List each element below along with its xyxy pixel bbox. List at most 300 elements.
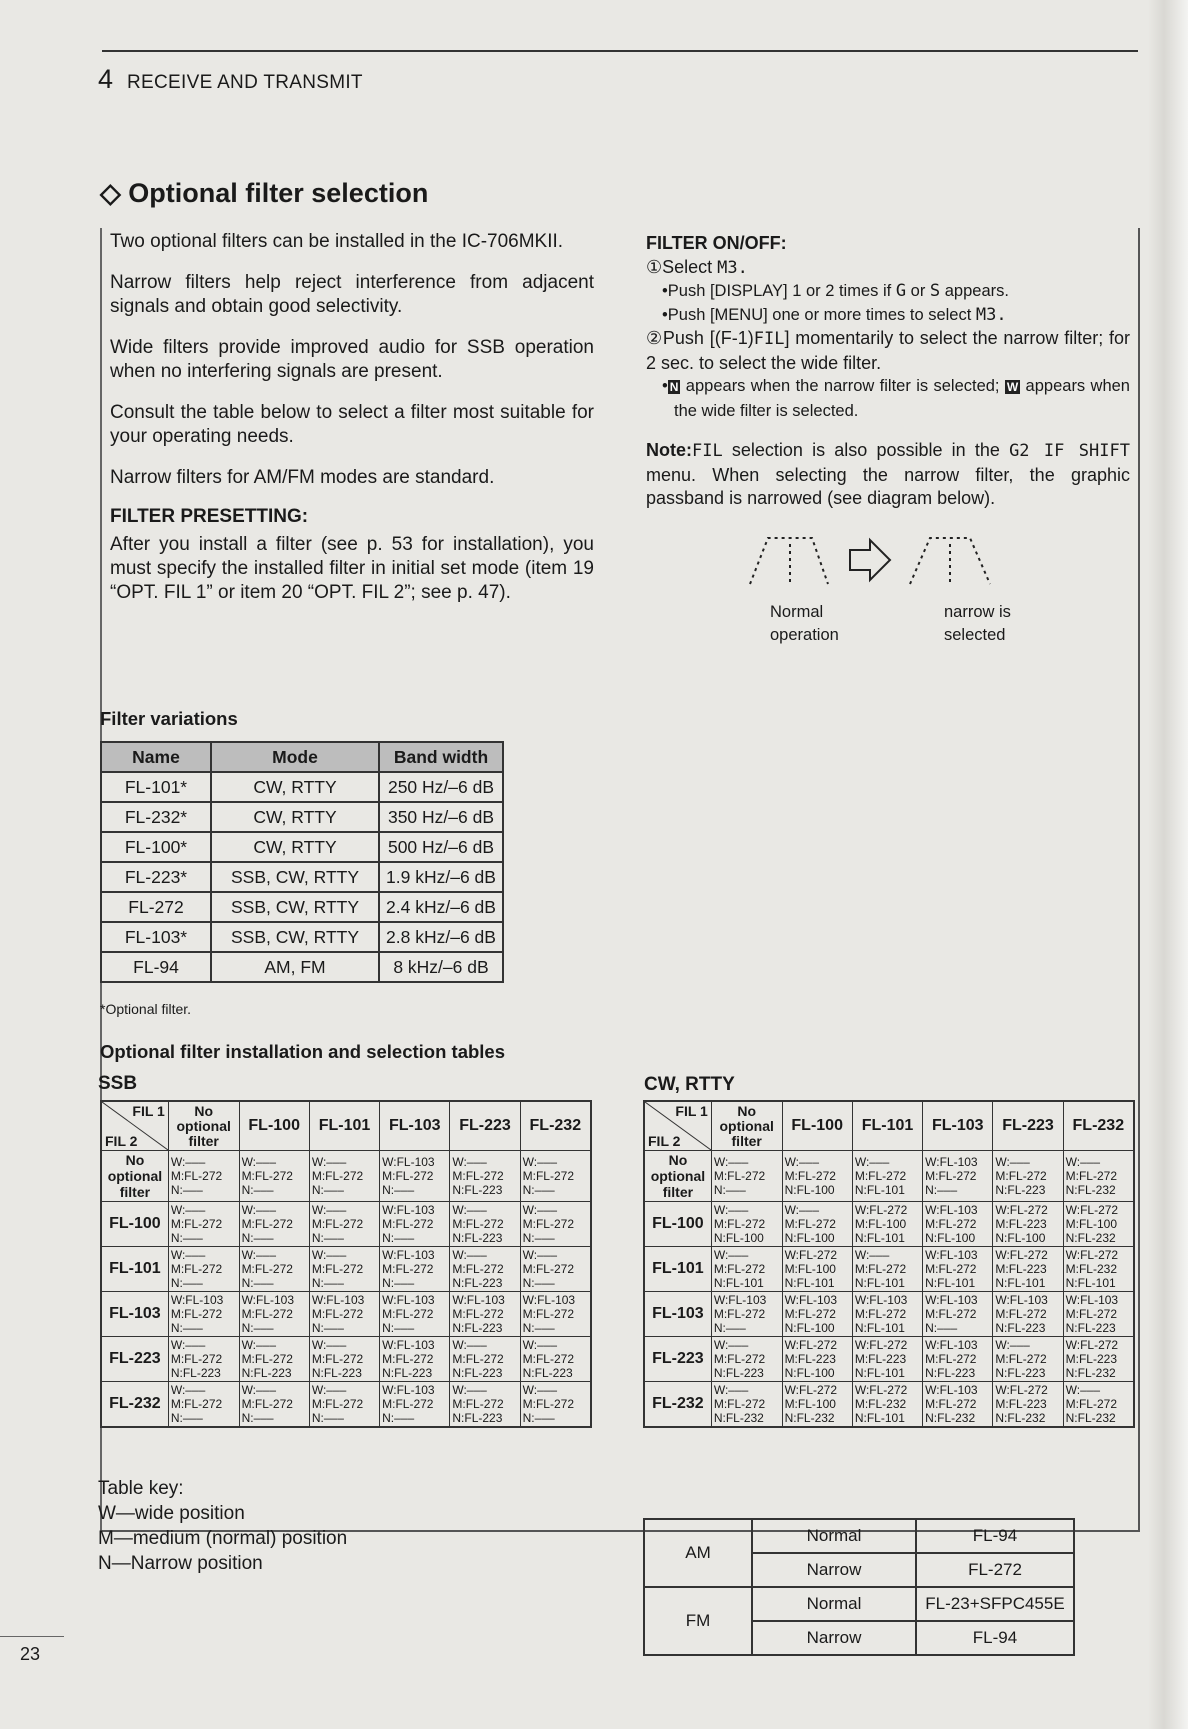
- cell-line: W:FL-272: [1065, 1248, 1119, 1262]
- selection-row: [644, 1247, 1134, 1292]
- cell-line: W:–––: [713, 1155, 749, 1169]
- cell-line: M:FL-272: [170, 1397, 223, 1411]
- setting-cell: Normal: [752, 1587, 916, 1621]
- selection-cell: [168, 1151, 239, 1202]
- variation-cell: 2.8 kHz/–6 dB: [379, 922, 503, 952]
- selection-row: [101, 1292, 591, 1337]
- cell-line: N:–––: [522, 1411, 555, 1425]
- selection-cell: [852, 1202, 922, 1247]
- cell-line: W:–––: [241, 1248, 277, 1262]
- column-header: FL-232: [520, 1101, 591, 1151]
- table-corner: [644, 1101, 711, 1151]
- cell-line: N:–––: [522, 1183, 555, 1197]
- cell-line: M:FL-272: [311, 1217, 364, 1231]
- header-row: [101, 1101, 591, 1151]
- col-header: Mode: [211, 742, 379, 772]
- cell-line: M:FL-272: [925, 1307, 977, 1321]
- cell-line: N:–––: [311, 1276, 344, 1290]
- selection-cell: [309, 1382, 379, 1428]
- selection-cell: [168, 1202, 239, 1247]
- column-header: No optional filter: [711, 1101, 782, 1151]
- cell-line: W:FL-103: [382, 1293, 435, 1307]
- cell-line: N:FL-232: [1065, 1231, 1116, 1245]
- selection-cell: [852, 1292, 922, 1337]
- selection-cell: [923, 1382, 993, 1428]
- cell-line: N:FL-223: [452, 1411, 503, 1425]
- variation-row: [101, 832, 503, 862]
- amfm-row: [644, 1587, 1074, 1621]
- cell-line: N:FL-232: [784, 1411, 835, 1425]
- cell-line: N:FL-223: [452, 1231, 503, 1245]
- cell-line: N:FL-223: [452, 1321, 503, 1335]
- cell-line: N:FL-100: [784, 1231, 835, 1245]
- selection-cell: [993, 1382, 1063, 1428]
- cell-line: M:FL-272: [241, 1352, 293, 1366]
- selection-cell: [520, 1337, 591, 1382]
- variation-cell: SSB, CW, RTTY: [211, 862, 379, 892]
- cell-line: W:–––: [170, 1155, 206, 1169]
- cell-line: N:FL-223: [995, 1183, 1046, 1197]
- selection-cell: [380, 1382, 450, 1428]
- cell-line: N:–––: [382, 1231, 415, 1245]
- cell-line: N:FL-232: [1065, 1183, 1116, 1197]
- selection-row: [101, 1151, 591, 1202]
- selection-cell: [309, 1202, 379, 1247]
- fil1-label: FIL 1: [132, 1103, 165, 1119]
- cell-line: W:–––: [713, 1203, 749, 1217]
- variation-cell: CW, RTTY: [211, 832, 379, 862]
- cell-line: W:–––: [522, 1155, 558, 1169]
- selection-cell: [239, 1151, 309, 1202]
- selection-cell: [168, 1247, 239, 1292]
- selection-cell: [1063, 1382, 1134, 1428]
- cell-line: N:–––: [925, 1183, 958, 1197]
- selection-cell: [450, 1292, 520, 1337]
- cell-line: W:–––: [452, 1248, 487, 1262]
- row-header: FL-232: [101, 1382, 168, 1428]
- cell-line: N:FL-232: [1065, 1366, 1116, 1380]
- cell-line: M:FL-100: [784, 1262, 836, 1276]
- cell-line: M:FL-272: [382, 1352, 434, 1366]
- cell-line: N:FL-100: [784, 1366, 835, 1380]
- cell-line: N:–––: [382, 1183, 415, 1197]
- variation-row: [101, 892, 503, 922]
- cell-line: W:–––: [1065, 1383, 1101, 1397]
- cell-line: W:FL-103: [382, 1155, 435, 1169]
- cell-line: M:FL-272: [452, 1307, 504, 1321]
- cell-line: W:FL-272: [854, 1203, 908, 1217]
- selection-cell: [380, 1337, 450, 1382]
- selection-cell: [782, 1151, 852, 1202]
- narrow-passband-icon: [910, 538, 990, 584]
- wide-indicator-icon: W: [1006, 380, 1019, 394]
- cell-line: M:FL-223: [854, 1352, 907, 1366]
- selection-cell: [782, 1337, 852, 1382]
- cell-line: M:FL-272: [452, 1169, 504, 1183]
- cell-line: W:FL-103: [382, 1248, 435, 1262]
- cell-line: M:FL-272: [995, 1352, 1047, 1366]
- selection-cell: [309, 1151, 379, 1202]
- cell-line: W:–––: [995, 1155, 1030, 1169]
- cell-line: N:FL-101: [854, 1276, 905, 1290]
- table-key-item: W—wide position: [98, 1503, 245, 1524]
- selection-cell: [852, 1151, 922, 1202]
- cell-line: M:FL-272: [522, 1217, 574, 1231]
- selection-cell: [711, 1292, 782, 1337]
- fil2-label: FIL 2: [648, 1133, 681, 1149]
- cell-line: M:FL-272: [1065, 1169, 1117, 1183]
- row-header: FL-223: [644, 1337, 711, 1382]
- cell-line: M:FL-232: [854, 1397, 907, 1411]
- mode-cell: AM: [644, 1519, 752, 1587]
- diagram-label-normal: Normal operation: [770, 603, 839, 644]
- cell-line: N:–––: [382, 1411, 415, 1425]
- cell-line: W:FL-272: [995, 1203, 1048, 1217]
- cell-line: M:FL-272: [784, 1169, 836, 1183]
- cell-line: M:FL-272: [713, 1397, 766, 1411]
- cell-line: M:FL-272: [311, 1262, 364, 1276]
- cell-line: W:FL-103: [713, 1293, 767, 1307]
- selection-cell: [380, 1292, 450, 1337]
- variation-cell: 8 kHz/–6 dB: [379, 952, 503, 982]
- selection-cell: [450, 1247, 520, 1292]
- cell-line: M:FL-272: [1065, 1307, 1117, 1321]
- cell-line: M:FL-272: [854, 1169, 907, 1183]
- cell-line: W:FL-103: [382, 1383, 435, 1397]
- cell-line: M:FL-272: [784, 1217, 836, 1231]
- cell-line: N:FL-232: [1065, 1411, 1116, 1425]
- cell-line: N:–––: [170, 1411, 203, 1425]
- cell-line: M:FL-272: [170, 1262, 223, 1276]
- row-header: FL-100: [644, 1202, 711, 1247]
- cell-line: M:FL-272: [311, 1397, 364, 1411]
- cell-line: W:FL-272: [784, 1248, 838, 1262]
- cell-line: N:–––: [713, 1321, 746, 1335]
- cell-line: N:FL-232: [995, 1411, 1046, 1425]
- cell-line: N:FL-100: [995, 1231, 1046, 1245]
- cell-line: M:FL-100: [854, 1217, 907, 1231]
- cell-line: M:FL-272: [713, 1262, 766, 1276]
- selection-cell: [168, 1292, 239, 1337]
- cell-line: N:–––: [241, 1321, 274, 1335]
- presetting-title: FILTER PRESETTING:: [110, 506, 309, 527]
- cell-line: N:FL-101: [925, 1276, 976, 1290]
- column-header: FL-100: [782, 1101, 852, 1151]
- cell-line: W:FL-272: [854, 1383, 908, 1397]
- cell-line: M:FL-272: [311, 1352, 364, 1366]
- diagram-label-narrow: narrow is selected: [944, 603, 1011, 644]
- cell-line: N:–––: [170, 1183, 203, 1197]
- selection-cell: [168, 1382, 239, 1428]
- cell-line: W:FL-103: [925, 1203, 978, 1217]
- table-key: [98, 1476, 347, 1576]
- selection-cell: [380, 1247, 450, 1292]
- selection-row: [644, 1151, 1134, 1202]
- cell-line: W:FL-103: [925, 1293, 978, 1307]
- cell-line: M:FL-272: [522, 1397, 574, 1411]
- selection-cell: [852, 1337, 922, 1382]
- header-rule: [102, 50, 1138, 52]
- selection-cell: [711, 1151, 782, 1202]
- selection-cell: [450, 1202, 520, 1247]
- cell-line: W:–––: [311, 1338, 347, 1352]
- cell-line: N:FL-223: [452, 1276, 503, 1290]
- variation-cell: 500 Hz/–6 dB: [379, 832, 503, 862]
- cell-line: M:FL-272: [452, 1262, 504, 1276]
- cell-line: N:–––: [311, 1321, 344, 1335]
- selection-cell: [711, 1202, 782, 1247]
- fil2-label: FIL 2: [105, 1133, 138, 1149]
- cell-line: M:FL-100: [784, 1397, 836, 1411]
- cell-line: N:FL-223: [1065, 1321, 1116, 1335]
- passband-diagram: [740, 524, 1020, 588]
- column-header: No optional filter: [168, 1101, 239, 1151]
- cell-line: M:FL-272: [241, 1397, 293, 1411]
- variations-note: *Optional filter.: [100, 1001, 192, 1017]
- cell-line: N:–––: [925, 1321, 958, 1335]
- cell-line: M:FL-272: [241, 1307, 293, 1321]
- variation-cell: CW, RTTY: [211, 802, 379, 832]
- cell-line: W:–––: [241, 1155, 277, 1169]
- column-header: FL-101: [852, 1101, 922, 1151]
- cell-line: M:FL-272: [382, 1169, 434, 1183]
- cell-line: M:FL-272: [925, 1352, 977, 1366]
- header-row: [644, 1101, 1134, 1151]
- cell-line: M:FL-223: [1065, 1352, 1117, 1366]
- selection-cell: [1063, 1247, 1134, 1292]
- selection-cell: [782, 1247, 852, 1292]
- selection-cell: [711, 1247, 782, 1292]
- cell-line: W:–––: [522, 1383, 558, 1397]
- cell-line: W:–––: [452, 1203, 487, 1217]
- cell-line: M:FL-272: [382, 1217, 434, 1231]
- row-header: FL-103: [101, 1292, 168, 1337]
- section-title: ◇ Optional filter selection: [100, 178, 429, 208]
- selection-cell: [923, 1337, 993, 1382]
- note: Note:FIL selection is also possible in the G2 IF SHIFT menu. When selecting the narrow filter, the graphic passband is narrowed (see diagram below).: [646, 440, 1130, 508]
- selection-cell: [993, 1151, 1063, 1202]
- selection-cell: [380, 1202, 450, 1247]
- amfm-row: [644, 1519, 1074, 1553]
- cell-line: M:FL-223: [995, 1217, 1047, 1231]
- variation-cell: SSB, CW, RTTY: [211, 922, 379, 952]
- column-header: FL-101: [309, 1101, 379, 1151]
- col-header: Band width: [379, 742, 503, 772]
- cell-line: N:FL-223: [713, 1366, 764, 1380]
- variation-cell: CW, RTTY: [211, 772, 379, 802]
- selection-cell: [923, 1247, 993, 1292]
- selection-cell: [520, 1292, 591, 1337]
- cell-line: M:FL-272: [382, 1262, 434, 1276]
- cell-line: W:–––: [854, 1248, 890, 1262]
- selection-cell: [239, 1202, 309, 1247]
- cell-line: N:FL-223: [995, 1321, 1046, 1335]
- onoff-title: FILTER ON/OFF:: [646, 233, 787, 253]
- cell-line: M:FL-272: [854, 1307, 907, 1321]
- cell-line: N:FL-101: [854, 1411, 905, 1425]
- cell-line: N:–––: [241, 1231, 274, 1245]
- cell-line: W:FL-272: [784, 1338, 838, 1352]
- selection-cell: [993, 1292, 1063, 1337]
- chapter-title: RECEIVE AND TRANSMIT: [127, 72, 363, 93]
- cell-line: M:FL-272: [452, 1352, 504, 1366]
- cell-line: W:FL-272: [995, 1248, 1048, 1262]
- cell-line: M:FL-272: [713, 1169, 766, 1183]
- selection-cell: [239, 1382, 309, 1428]
- normal-passband-icon: [750, 538, 828, 584]
- selection-cell: [309, 1247, 379, 1292]
- cell-line: M:FL-272: [713, 1307, 766, 1321]
- cell-line: W:–––: [241, 1383, 277, 1397]
- cell-line: M:FL-272: [452, 1397, 504, 1411]
- cell-line: W:FL-103: [522, 1293, 576, 1307]
- presetting-text: After you install a filter (see p. 53 for installation), you must specify the installed filter in initial set mode (item 19 “OPT. FIL 1” or item 20 “OPT. FIL 2”; see p. 47).: [110, 534, 594, 603]
- row-header: FL-101: [644, 1247, 711, 1292]
- am-fm-table: [643, 1518, 1075, 1656]
- cell-line: W:–––: [311, 1383, 347, 1397]
- selection-cell: [239, 1337, 309, 1382]
- cell-line: N:FL-223: [522, 1366, 573, 1380]
- page-binding-edge: [1148, 0, 1188, 1729]
- variation-cell: FL-223*: [101, 862, 211, 892]
- cell-line: M:FL-272: [1065, 1397, 1117, 1411]
- cell-line: W:–––: [170, 1248, 206, 1262]
- selection-cell: [1063, 1202, 1134, 1247]
- cell-line: W:–––: [522, 1203, 558, 1217]
- variation-cell: FL-232*: [101, 802, 211, 832]
- selection-cell: [993, 1247, 1063, 1292]
- variation-row: [101, 922, 503, 952]
- ssb-label: SSB: [98, 1073, 138, 1094]
- column-header: FL-223: [993, 1101, 1063, 1151]
- table-key-title: Table key:: [98, 1478, 184, 1499]
- narrow-indicator-icon: N: [669, 380, 679, 394]
- cell-line: W:FL-103: [925, 1383, 978, 1397]
- cell-line: N:FL-101: [1065, 1276, 1116, 1290]
- cell-line: W:–––: [854, 1155, 890, 1169]
- selection-cell: [309, 1337, 379, 1382]
- bullet: •Push [MENU] one or more times to select M3.: [662, 304, 1007, 325]
- cell-line: N:FL-232: [713, 1411, 764, 1425]
- row-header: No optional filter: [644, 1151, 711, 1202]
- selection-cell: [309, 1292, 379, 1337]
- cell-line: N:–––: [241, 1411, 274, 1425]
- filter-cell: FL-94: [916, 1621, 1074, 1655]
- cell-line: W:–––: [452, 1338, 487, 1352]
- cell-line: W:–––: [241, 1203, 277, 1217]
- cell-line: N:–––: [170, 1276, 203, 1290]
- variation-cell: FL-272: [101, 892, 211, 922]
- cell-line: W:–––: [452, 1383, 487, 1397]
- cell-line: M:FL-272: [170, 1352, 223, 1366]
- selection-cell: [852, 1247, 922, 1292]
- cell-line: W:–––: [784, 1155, 820, 1169]
- cell-line: N:–––: [713, 1183, 746, 1197]
- selection-cell: [1063, 1292, 1134, 1337]
- cell-line: W:–––: [784, 1203, 820, 1217]
- cell-line: W:–––: [170, 1338, 206, 1352]
- selection-cell: [239, 1292, 309, 1337]
- bullet: •Push [DISPLAY] 1 or 2 times if G or S appears.: [662, 281, 1009, 301]
- cell-line: N:FL-101: [854, 1366, 905, 1380]
- cell-line: M:FL-272: [311, 1307, 364, 1321]
- selection-row: [101, 1337, 591, 1382]
- column-header: FL-223: [450, 1101, 520, 1151]
- cell-line: M:FL-272: [522, 1169, 574, 1183]
- setting-cell: Narrow: [752, 1621, 916, 1655]
- cell-line: W:–––: [170, 1203, 206, 1217]
- cell-line: M:FL-223: [784, 1352, 836, 1366]
- cw-label: CW, RTTY: [644, 1074, 735, 1095]
- variation-cell: 350 Hz/–6 dB: [379, 802, 503, 832]
- selection-cell: [782, 1292, 852, 1337]
- selection-cell: [450, 1382, 520, 1428]
- cell-line: W:FL-103: [382, 1203, 435, 1217]
- cell-line: N:FL-223: [382, 1366, 433, 1380]
- column-header: FL-103: [380, 1101, 450, 1151]
- cell-line: N:–––: [170, 1231, 203, 1245]
- cell-line: M:FL-272: [995, 1307, 1047, 1321]
- variation-cell: FL-101*: [101, 772, 211, 802]
- filter-onoff-block: [646, 232, 1130, 511]
- cell-line: N:–––: [522, 1276, 555, 1290]
- cell-line: N:FL-223: [452, 1366, 503, 1380]
- cell-line: W:–––: [452, 1155, 487, 1169]
- cell-line: N:–––: [311, 1231, 344, 1245]
- cell-line: M:FL-272: [241, 1262, 293, 1276]
- cw-selection-table: [643, 1100, 1135, 1428]
- variation-cell: AM, FM: [211, 952, 379, 982]
- cell-line: W:–––: [241, 1338, 277, 1352]
- cell-line: N:FL-100: [925, 1231, 976, 1245]
- ssb-selection-table: [100, 1100, 592, 1428]
- cell-line: W:FL-272: [854, 1338, 908, 1352]
- cell-line: N:FL-101: [713, 1276, 764, 1290]
- filter-cell: FL-272: [916, 1553, 1074, 1587]
- cell-line: W:FL-103: [925, 1248, 978, 1262]
- selection-cell: [239, 1247, 309, 1292]
- table-key-item: N—Narrow position: [98, 1553, 263, 1574]
- cell-line: N:–––: [382, 1276, 415, 1290]
- table-key-item: M—medium (normal) position: [98, 1528, 348, 1549]
- cell-line: N:–––: [311, 1411, 344, 1425]
- cell-line: M:FL-272: [925, 1169, 977, 1183]
- selection-cell: [520, 1151, 591, 1202]
- cell-line: W:–––: [713, 1248, 749, 1262]
- cell-line: M:FL-272: [241, 1217, 293, 1231]
- cell-line: M:FL-272: [925, 1262, 977, 1276]
- filter-variations-table: [100, 741, 504, 983]
- cell-line: M:FL-272: [522, 1262, 574, 1276]
- cell-line: M:FL-272: [170, 1307, 223, 1321]
- cell-line: W:–––: [1065, 1155, 1101, 1169]
- row-header: FL-223: [101, 1337, 168, 1382]
- cell-line: W:FL-272: [1065, 1203, 1119, 1217]
- variation-cell: 1.9 kHz/–6 dB: [379, 862, 503, 892]
- cell-line: N:FL-100: [784, 1183, 835, 1197]
- cell-line: N:–––: [241, 1276, 274, 1290]
- cell-line: W:FL-103: [784, 1293, 838, 1307]
- cell-line: N:FL-223: [452, 1183, 503, 1197]
- chapter-heading: [98, 64, 363, 95]
- selection-row: [644, 1202, 1134, 1247]
- setting-cell: Narrow: [752, 1553, 916, 1587]
- cell-line: M:FL-272: [311, 1169, 364, 1183]
- selection-cell: [782, 1382, 852, 1428]
- selection-cell: [1063, 1151, 1134, 1202]
- selection-cell: [782, 1202, 852, 1247]
- cell-line: M:FL-272: [925, 1397, 977, 1411]
